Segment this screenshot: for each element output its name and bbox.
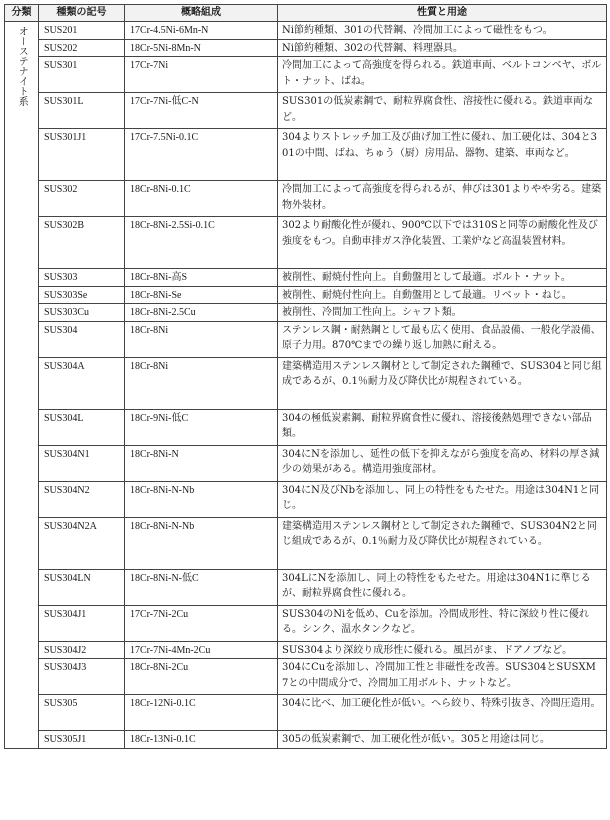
- grade-code: SUS304J3: [39, 659, 125, 695]
- grade-code: SUS304LN: [39, 569, 125, 605]
- grade-properties: 302より耐酸化性が優れ、900℃以下では310Sと同等の耐酸化性及び強度をもつ。自動車排ガス浄化装置、工業炉など高温装置材料。: [278, 217, 607, 269]
- grade-composition: 18Cr-8Ni-N-Nb: [125, 481, 278, 517]
- header-code: 種類の記号: [39, 5, 125, 22]
- table-row: [5, 39, 607, 57]
- grade-properties: 304にNを添加し、延性の低下を抑えながら強度を高め、材料の厚さ減少の効果がある。構造用強度部材。: [278, 445, 607, 481]
- grade-composition: 18Cr-8Ni-高S: [125, 269, 278, 287]
- table-row: [5, 286, 607, 304]
- grade-code: SUS302B: [39, 217, 125, 269]
- grade-composition: 18Cr-8Ni-N: [125, 445, 278, 481]
- grade-code: SUS305J1: [39, 731, 125, 749]
- table-row: [5, 641, 607, 659]
- table-row: [5, 659, 607, 695]
- grade-properties: 305の低炭素鋼で、加工硬化性が低い。305と用途は同じ。: [278, 731, 607, 749]
- grade-properties: 被削性、冷間加工性向上。シャフト類。: [278, 304, 607, 322]
- grade-code: SUS302: [39, 181, 125, 217]
- grade-composition: 18Cr-8Ni-2.5Si-0.1C: [125, 217, 278, 269]
- grade-code: SUS202: [39, 39, 125, 57]
- grade-properties: 304の極低炭素鋼、耐粒界腐食性に優れ、溶接後熱処理できない部品類。: [278, 409, 607, 445]
- grade-composition: 18Cr-8Ni: [125, 321, 278, 357]
- grade-composition: 17Cr-7.5Ni-0.1C: [125, 129, 278, 181]
- table-row: [5, 409, 607, 445]
- grade-properties: 被削性、耐焼付性向上。自動盤用として最適。リベット・ねじ。: [278, 286, 607, 304]
- grade-code: SUS304L: [39, 409, 125, 445]
- grade-properties: 304にN及びNbを添加し、同上の特性をもたせた。用途は304N1と同じ。: [278, 481, 607, 517]
- table-row: [5, 517, 607, 569]
- grade-composition: 17Cr-4.5Ni-6Mn-N: [125, 22, 278, 40]
- grade-composition: 18Cr-12Ni-0.1C: [125, 695, 278, 731]
- table-row: [5, 569, 607, 605]
- grade-composition: 18Cr-5Ni-8Mn-N: [125, 39, 278, 57]
- grade-code: SUS303Cu: [39, 304, 125, 322]
- grade-properties: 冷間加工によって高強度を得られるが、伸びは301よりやや劣る。建築物外装材。: [278, 181, 607, 217]
- grade-code: SUS305: [39, 695, 125, 731]
- grade-code: SUS304J2: [39, 641, 125, 659]
- table-header-row: [5, 5, 607, 22]
- grade-code: SUS303: [39, 269, 125, 287]
- table-row: [5, 731, 607, 749]
- grade-composition: 17Cr-7Ni: [125, 57, 278, 93]
- grade-composition: 18Cr-8Ni-2.5Cu: [125, 304, 278, 322]
- grade-composition: 17Cr-7Ni-4Mn-2Cu: [125, 641, 278, 659]
- grade-code: SUS304N1: [39, 445, 125, 481]
- grade-composition: 17Cr-7Ni-低C-N: [125, 93, 278, 129]
- grade-composition: 18Cr-8Ni-0.1C: [125, 181, 278, 217]
- table-body: [5, 22, 607, 749]
- grade-properties: Ni節約種類、302の代替鋼、料理器具。: [278, 39, 607, 57]
- grade-code: SUS301J1: [39, 129, 125, 181]
- grade-properties: 304に比べ、加工硬化性が低い。へら絞り、特殊引抜き、冷間圧造用。: [278, 695, 607, 731]
- grade-properties: 304LにNを添加し、同上の特性をもたせた。用途は304N1に準じるが、耐粒界腐食性に優れる。: [278, 569, 607, 605]
- grade-composition: 18Cr-13Ni-0.1C: [125, 731, 278, 749]
- table-row: [5, 304, 607, 322]
- category-label: オーステナイト系: [16, 26, 28, 106]
- table-row: [5, 217, 607, 269]
- table-row: [5, 181, 607, 217]
- grade-properties: Ni節約種類、301の代替鋼、冷間加工によって磁性をもつ。: [278, 22, 607, 40]
- table-row: [5, 357, 607, 409]
- grade-properties: SUS304のNiを低め、Cuを添加。冷間成形性、特に深絞り性に優れる。シンク、温水タンクなど。: [278, 605, 607, 641]
- grade-properties: 冷間加工によって高強度を得られる。鉄道車両、ベルトコンベヤ、ボルト・ナット、ばね。: [278, 57, 607, 93]
- table-row: [5, 93, 607, 129]
- grade-code: SUS304N2A: [39, 517, 125, 569]
- table-row: [5, 605, 607, 641]
- grade-composition: 18Cr-8Ni-Se: [125, 286, 278, 304]
- grade-properties: 建築構造用ステンレス鋼材として制定された鋼種で、SUS304N2と同じ組成であるが、0.1％耐力及び降伏比が規程されている。: [278, 517, 607, 569]
- grade-code: SUS304A: [39, 357, 125, 409]
- table-row: [5, 481, 607, 517]
- table-row: [5, 445, 607, 481]
- header-category: 分類: [5, 5, 39, 22]
- grade-code: SUS301L: [39, 93, 125, 129]
- header-composition: 概略組成: [125, 5, 278, 22]
- grade-code: SUS304: [39, 321, 125, 357]
- grade-composition: 18Cr-9Ni-低C: [125, 409, 278, 445]
- grade-composition: 17Cr-7Ni-2Cu: [125, 605, 278, 641]
- table-row: [5, 695, 607, 731]
- table-row: [5, 57, 607, 93]
- table-row: [5, 22, 607, 40]
- grade-properties: 被削性、耐焼付性向上。自動盤用として最適。ボルト・ナット。: [278, 269, 607, 287]
- grade-composition: 18Cr-8Ni-2Cu: [125, 659, 278, 695]
- table-row: [5, 321, 607, 357]
- grade-code: SUS304J1: [39, 605, 125, 641]
- grade-code: SUS303Se: [39, 286, 125, 304]
- grade-code: SUS301: [39, 57, 125, 93]
- steel-grade-table: [4, 4, 607, 749]
- grade-properties: SUS301の低炭素鋼で、耐粒界腐食性、溶接性に優れる。鉄道車両など。: [278, 93, 607, 129]
- grade-composition: 18Cr-8Ni: [125, 357, 278, 409]
- grade-properties: 304にCuを添加し、冷間加工性と非磁性を改善。SUS304とSUSXM7との中間成分で、冷間加工用ボルト、ナットなど。: [278, 659, 607, 695]
- grade-properties: ステンレス鋼・耐熱鋼として最も広く使用、食品設備、一般化学設備、原子力用。870℃までの繰り返し加熱に耐える。: [278, 321, 607, 357]
- table-row: [5, 269, 607, 287]
- grade-code: SUS201: [39, 22, 125, 40]
- grade-composition: 18Cr-8Ni-N-低C: [125, 569, 278, 605]
- category-cell: [5, 22, 39, 749]
- grade-code: SUS304N2: [39, 481, 125, 517]
- header-properties: 性質と用途: [278, 5, 607, 22]
- table-row: [5, 129, 607, 181]
- grade-properties: SUS304より深絞り成形性に優れる。風呂がま、ドアノブなど。: [278, 641, 607, 659]
- grade-properties: 建築構造用ステンレス鋼材として制定された鋼種で、SUS304と同じ組成であるが、0.1％耐力及び降伏比が規程されている。: [278, 357, 607, 409]
- grade-composition: 18Cr-8Ni-N-Nb: [125, 517, 278, 569]
- grade-properties: 304よりストレッチ加工及び曲げ加工性に優れ、加工硬化は、304と301の中間、ばね、ちゅう（厨）房用品、器物、建築、車両など。: [278, 129, 607, 181]
